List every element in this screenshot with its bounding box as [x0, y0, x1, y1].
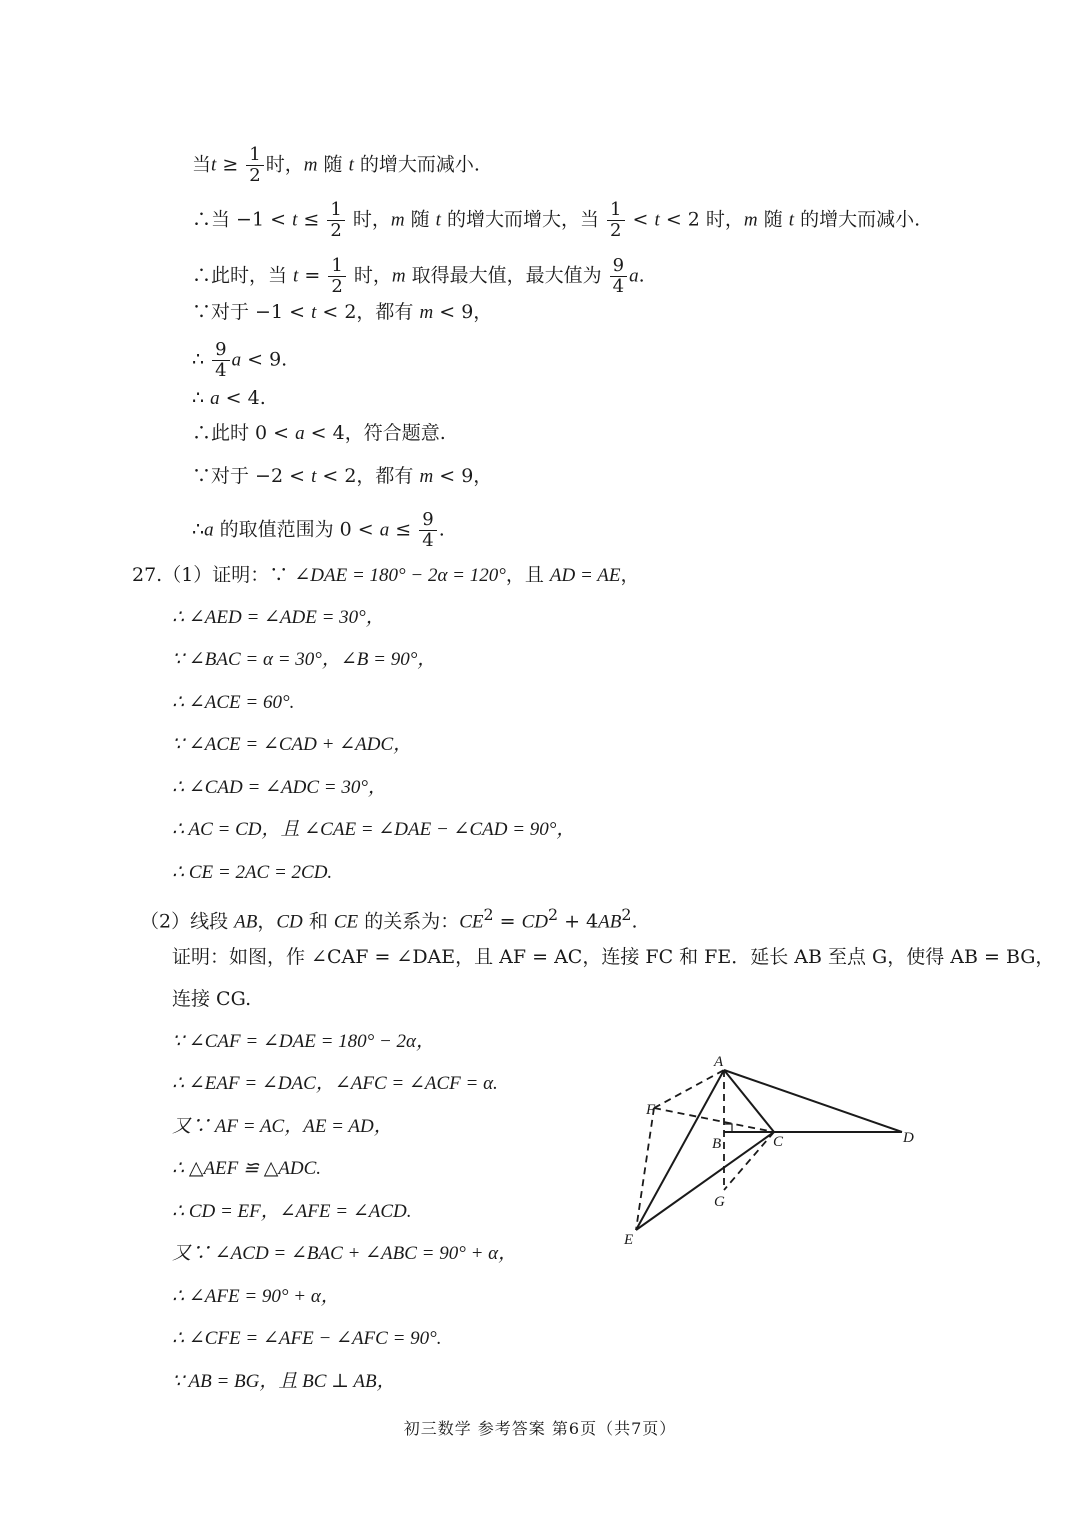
label-A: A [714, 1054, 724, 1070]
part2-step-6: 又∵ ∠ACD = ∠BAC + ∠ABC = 90° + α， [172, 1243, 518, 1264]
segment-FC [654, 1108, 774, 1132]
line-a-range: ∴a 的取值范围为 0 < a ≤ $\frac{9}{4}$ . [192, 509, 445, 551]
q27-step-6: ∴ AC = CD，且 ∠CAE = ∠DAE − ∠CAD = 90°， [172, 819, 576, 840]
part2-step-4: ∴ △AEF ≌ △ADC. [172, 1158, 322, 1179]
q27-step-1: ∴ ∠AED = ∠ADE = 30°， [172, 607, 385, 628]
q27-heading: 27.（1）证明：∵ ∠DAE = 180° − 2α = 120°，且 AD = AE， [132, 564, 640, 586]
geometry-figure [610, 1050, 930, 1250]
line-satisfies: ∴此时 0 < a < 4，符合题意. [192, 422, 446, 444]
q27-step-7: ∴ CE = 2AC = 2CD. [172, 862, 333, 883]
label-C: C [773, 1134, 784, 1150]
line-for-range-2: ∵对于 −2 < t < 2，都有 m < 9， [192, 465, 493, 487]
right-angle-mark [724, 1124, 732, 1132]
label-E: E [624, 1232, 634, 1248]
q27-step-3: ∴ ∠ACE = 60°. [172, 692, 295, 713]
segment-CE [636, 1132, 774, 1230]
line-monotonic-summary: ∴当 −1 < t ≤ $\frac{1}{2}$ 时，m 随 t 的增大而增大，当 $\frac{1}{2}$ < t < 2 时，m 随 t 的增大而减小. [192, 199, 921, 241]
label-F: F [646, 1102, 656, 1118]
part2-step-9: ∵ AB = BG，且 BC ⊥ AB， [172, 1371, 396, 1392]
part2-step-7: ∴ ∠AFE = 90° + α， [172, 1286, 340, 1307]
label-G: G [714, 1194, 725, 1210]
line-for-range-1: ∵对于 −1 < t < 2，都有 m < 9， [192, 301, 493, 323]
label-B: B [712, 1136, 722, 1152]
q27-step-5: ∴ ∠CAD = ∠ADC = 30°， [172, 777, 387, 798]
fraction-one-half: $\frac{1}{2}$ [246, 145, 263, 186]
line-max-value: ∴此时，当 t = $\frac{1}{2}$ 时，m 取得最大值，最大值为 $\frac{9}{4}$ a. [192, 255, 645, 297]
part2-step-1: ∵ ∠CAF = ∠DAE = 180° − 2α， [172, 1031, 436, 1052]
label-D: D [903, 1130, 914, 1146]
segment-AD [724, 1070, 902, 1132]
part2-step-5: ∴ CD = EF，∠AFE = ∠ACD. [172, 1201, 412, 1222]
part2-step-3: 又∵ AF = AC，AE = AD， [172, 1116, 393, 1137]
line-nine-quarter-a: ∴ $\frac{9}{4}$ a < 9. [192, 339, 288, 381]
part2-step-2: ∴ ∠EAF = ∠DAC，∠AFC = ∠ACF = α. [172, 1073, 498, 1094]
part2-heading: （2）线段 AB，CD 和 CE 的关系为：$CE^2 = CD^2 + 4AB^2$. [140, 905, 638, 933]
q27-step-2: ∵ ∠BAC = α = 30°，∠B = 90°， [172, 649, 437, 670]
part2-proof-line-2: 连接 CG. [172, 988, 252, 1010]
page-footer: 初三数学 参考答案 第6页（共7页） [403, 1419, 677, 1438]
part2-step-8: ∴ ∠CFE = ∠AFE − ∠AFC = 90°. [172, 1328, 442, 1349]
part2-proof-line-1: 证明：如图，作 ∠CAF = ∠DAE，且 AF = AC，连接 FC 和 FE．延长 AB 至点 G，使得 AB = BG， [172, 946, 1055, 968]
line-t-ge-half: 当t ≥ $\frac{1}{2}$ 时，m 随 t 的增大而减小. [192, 144, 480, 186]
line-a-lt-4: ∴ a < 4. [192, 387, 266, 409]
q27-step-4: ∵ ∠ACE = ∠CAD + ∠ADC， [172, 734, 413, 755]
